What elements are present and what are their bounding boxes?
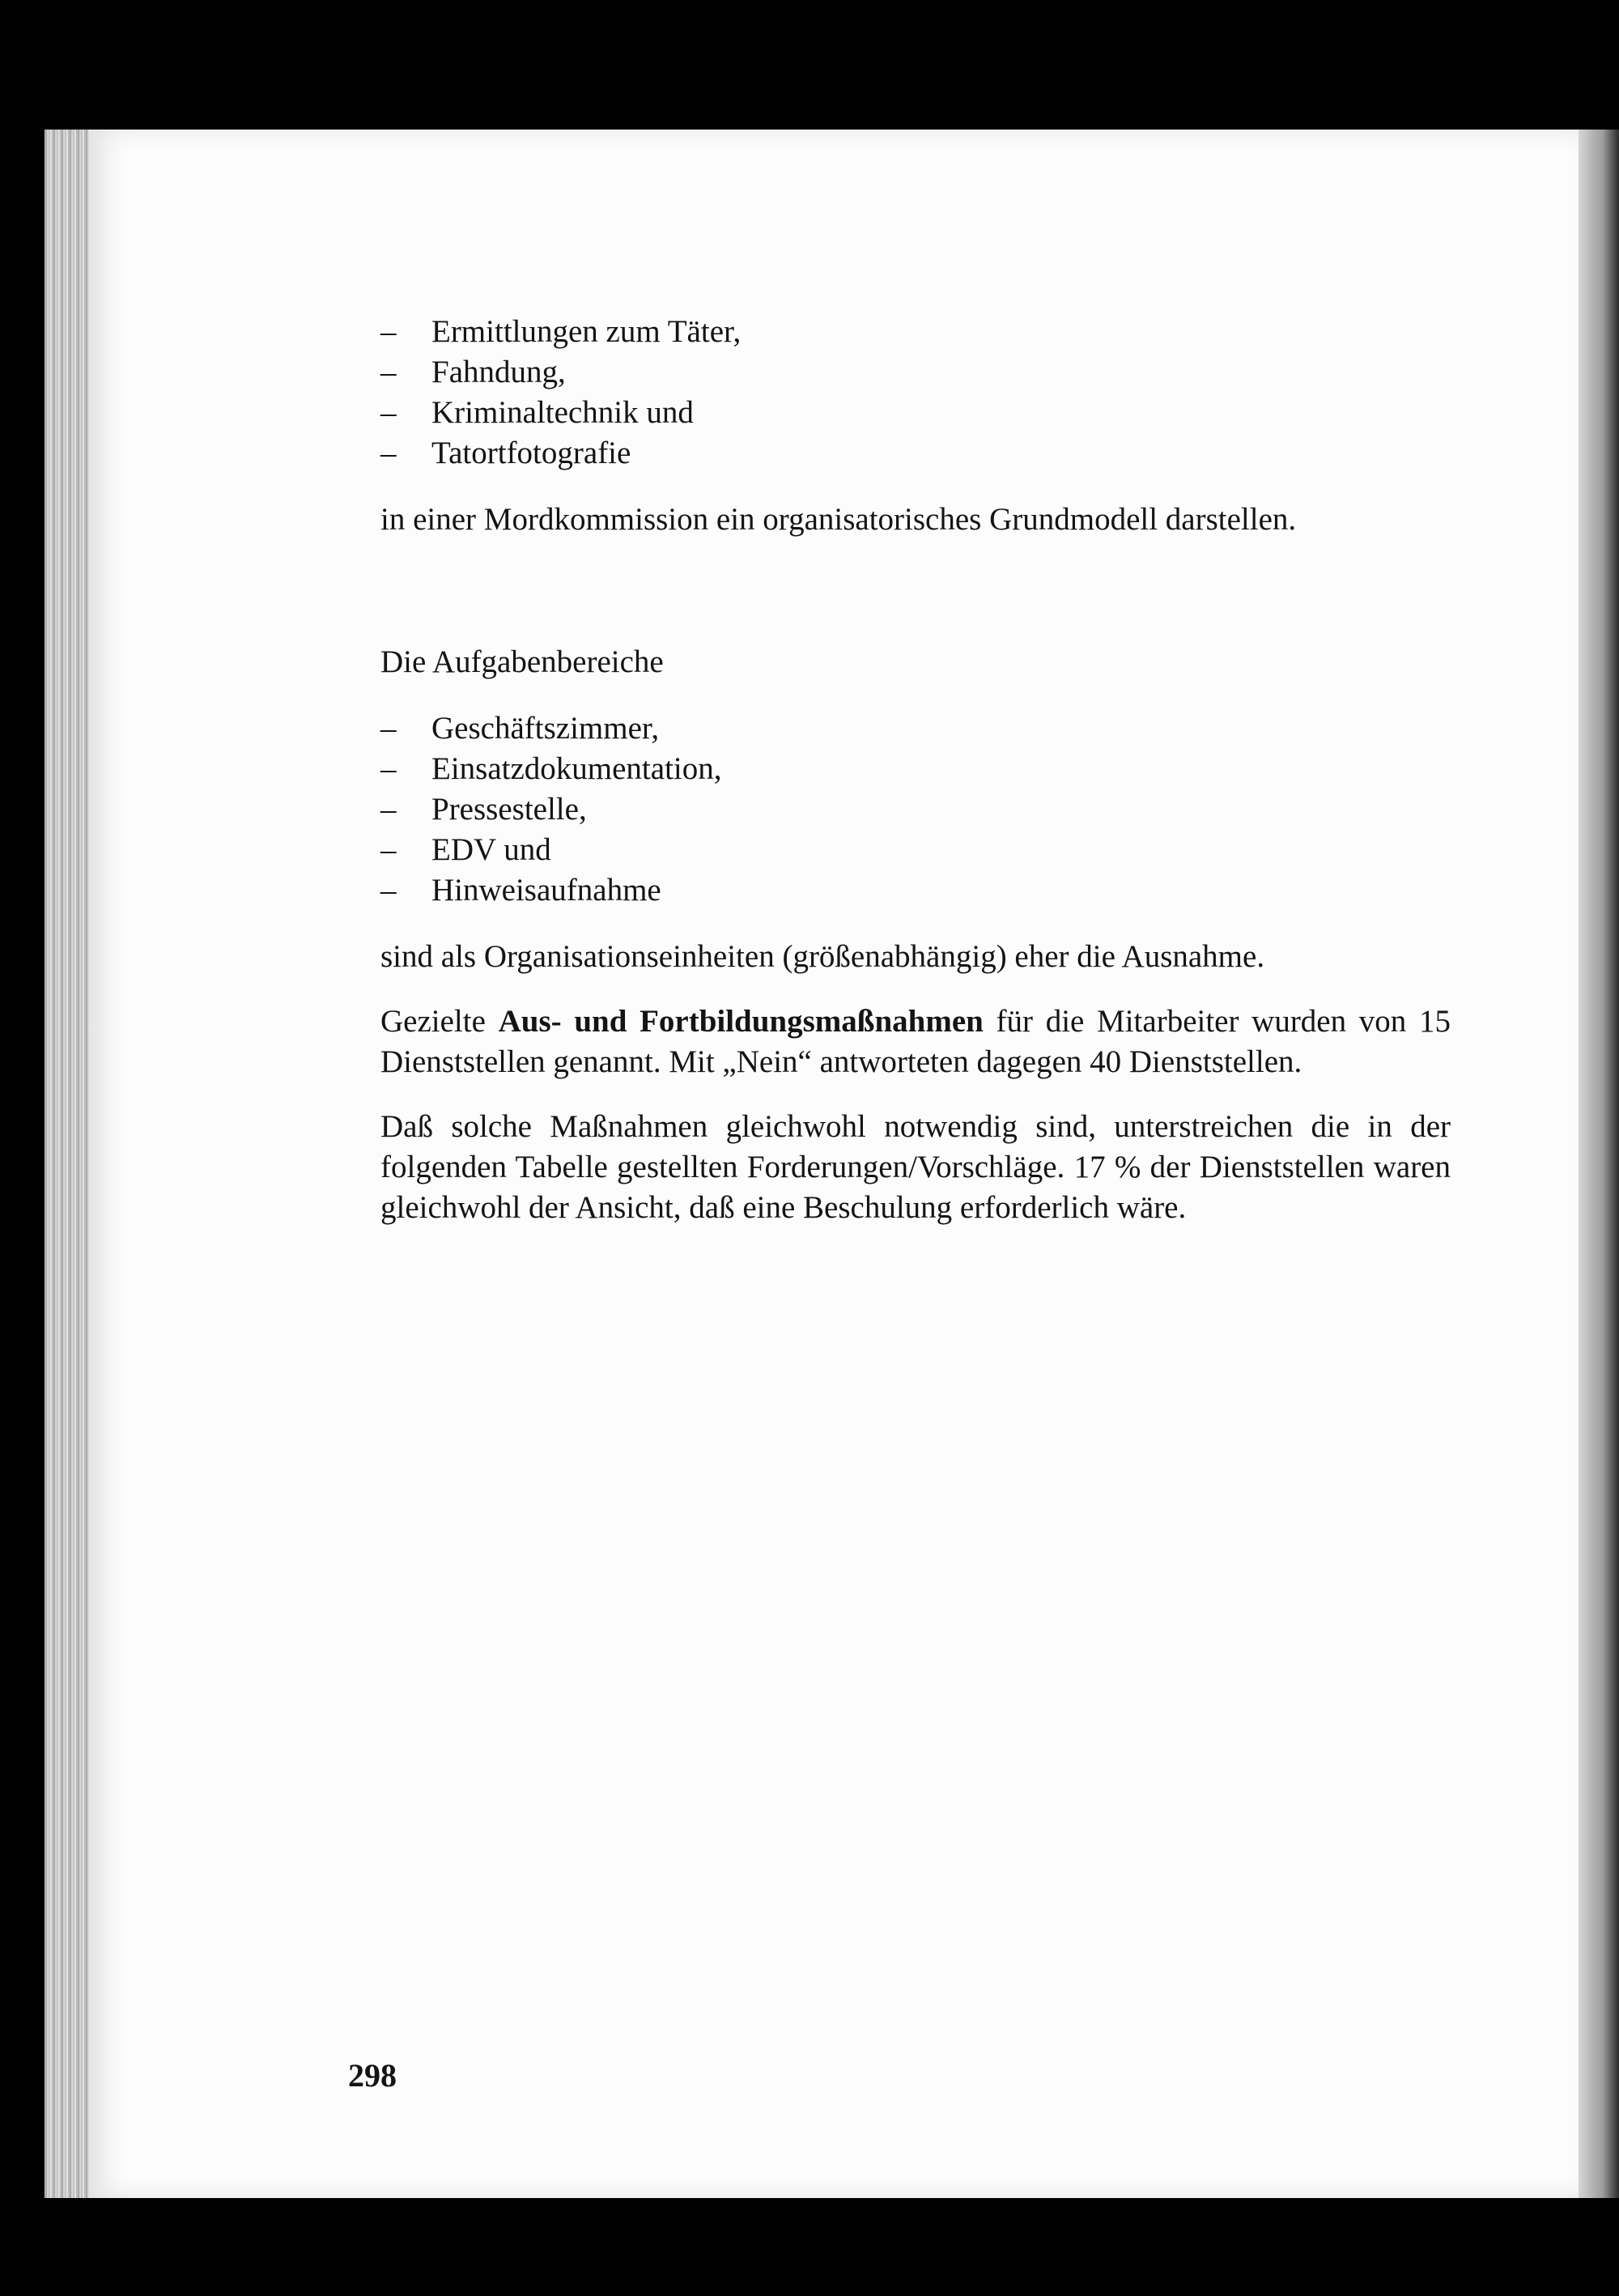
list-item: [380, 749, 1451, 789]
list-item-text: Tatortfotografie: [431, 436, 631, 470]
list-item: [380, 830, 1451, 870]
list-item: [380, 433, 1451, 474]
list-dash: –: [380, 832, 397, 867]
list-dash: –: [380, 711, 397, 746]
paragraph-aufgabenbereiche: Die Aufgabenbereiche: [380, 644, 664, 679]
list-item-text: Pressestelle,: [431, 792, 587, 827]
page-content: [380, 312, 1451, 1228]
list-dash: –: [380, 436, 397, 470]
page-number: 298: [348, 2057, 397, 2094]
list-dash: –: [380, 792, 397, 827]
list-item: [380, 312, 1451, 352]
task-list-1: [380, 312, 1451, 474]
list-item-text: Einsatzdokumentation,: [431, 751, 722, 786]
paragraph-text: Gezielte: [380, 1004, 499, 1039]
list-dash: –: [380, 395, 397, 430]
list-dash: –: [380, 314, 397, 349]
list-item-text: Hinweisaufnahme: [431, 873, 661, 908]
list-item: [380, 352, 1451, 393]
list-item-text: Fahndung,: [431, 355, 566, 389]
paragraph-text: für die Mitarbeiter wurden von 15 Dienststellen genannt. Mit „Nein“ antworteten dagegen 40 Dienststellen.: [380, 1004, 1451, 1079]
paragraph-massnahmen: Daß solche Maßnahmen gleichwohl notwendig sind, unterstreichen die in der folgenden Tabelle gestellten Forderungen/Vorschläge. 17 % der Dienststellen waren gleichwohl der Ansicht, daß eine Beschulung erforderlich wäre.: [380, 1109, 1451, 1225]
list-dash: –: [380, 873, 397, 908]
list-item: [380, 870, 1451, 911]
paragraph-fortbildung: [380, 1001, 1451, 1082]
right-page-edge: [1579, 130, 1619, 2198]
list-dash: –: [380, 355, 397, 389]
paragraph-grundmodell: in einer Mordkommission ein organisatorisches Grundmodell darstellen.: [380, 502, 1297, 537]
list-item-text: Geschäftszimmer,: [431, 711, 660, 746]
task-list-2: [380, 708, 1451, 911]
list-item-text: Ermittlungen zum Täter,: [431, 314, 742, 349]
list-item: [380, 789, 1451, 830]
list-dash: –: [380, 751, 397, 786]
list-item-text: Kriminaltechnik und: [431, 395, 694, 430]
bold-term: Aus- und Fortbildungsmaßnahmen: [498, 1004, 984, 1039]
paragraph-ausnahme: sind als Organisationseinheiten (größenabhängig) eher die Ausnahme.: [380, 939, 1265, 974]
list-item: [380, 393, 1451, 433]
list-item: [380, 708, 1451, 749]
list-item-text: EDV und: [431, 832, 551, 867]
